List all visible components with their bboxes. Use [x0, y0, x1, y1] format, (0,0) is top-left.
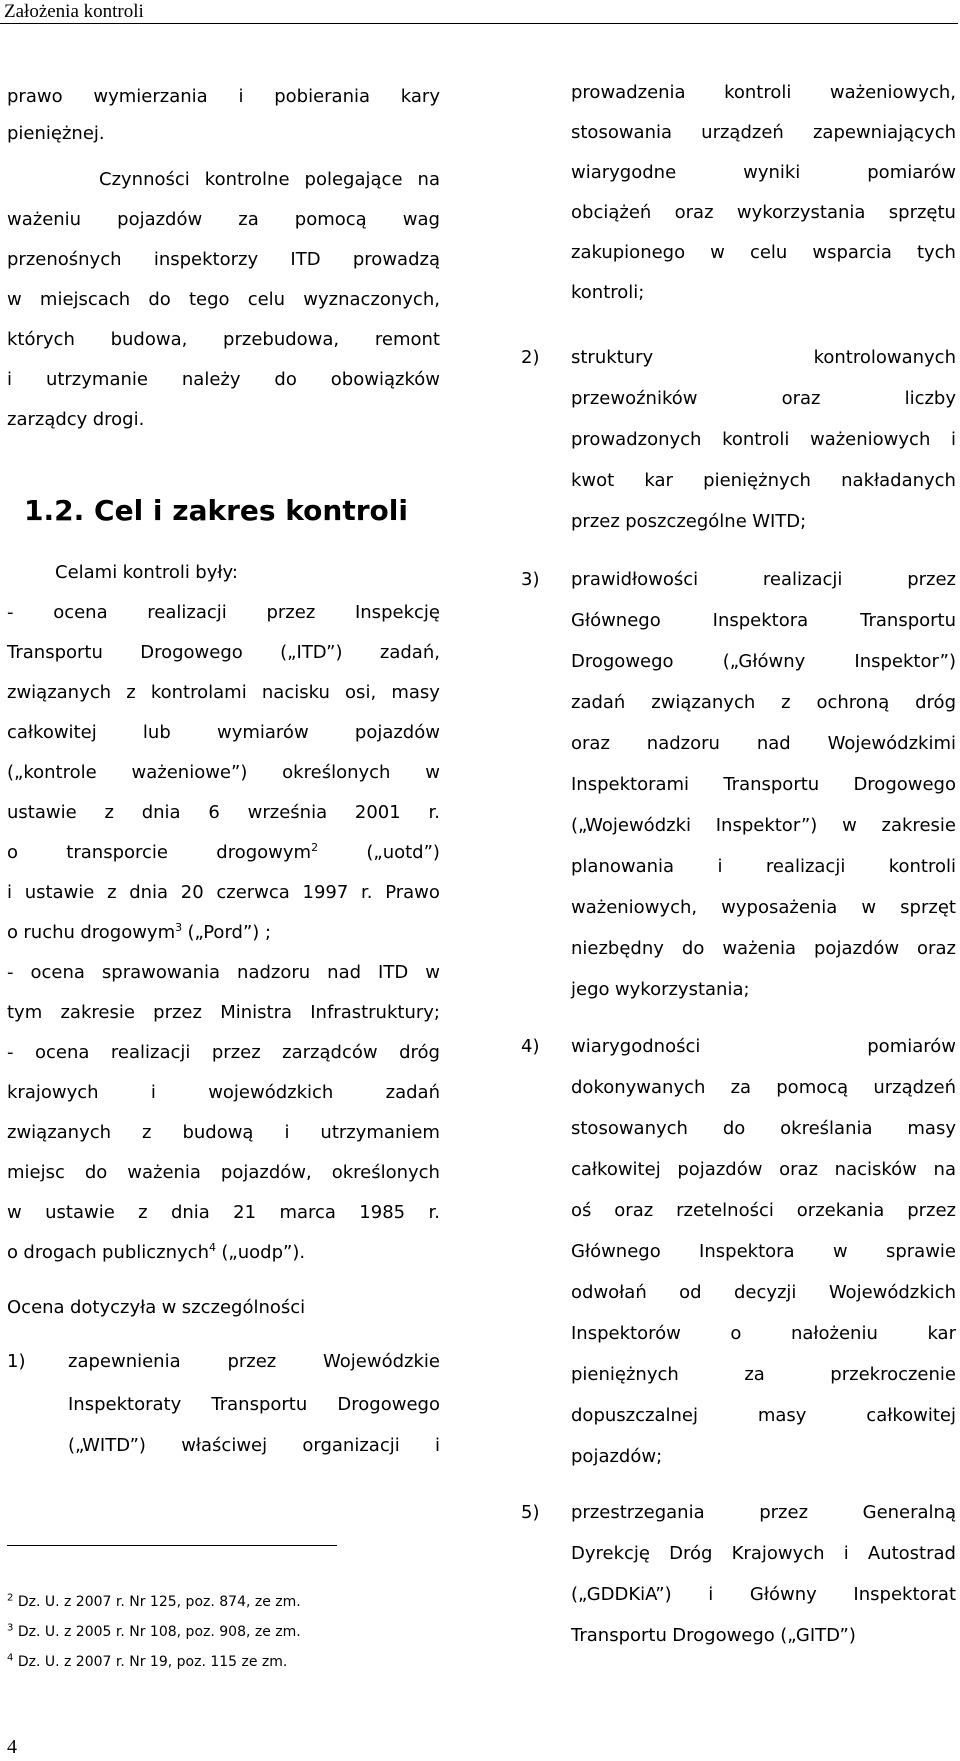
text-line: o drogach publicznych$^4$ („uodp”).	[7, 1241, 306, 1263]
text-line: krajowych i wojewódzkich zadań	[7, 1082, 440, 1103]
text-line: przenośnych inspektorzy ITD prowadzą	[7, 249, 440, 270]
text-line: Ocena dotyczyła w szczególności	[7, 1297, 306, 1318]
list-number: 5)	[521, 1502, 540, 1523]
text-line: związanych z kontrolami nacisku osi, masy	[7, 682, 440, 703]
text-line: stosowanych do określania masy	[571, 1118, 956, 1139]
text-line: przewoźników oraz liczby	[571, 388, 956, 409]
text-line: Głównego Inspektora Transportu	[571, 610, 956, 631]
text-line: Celami kontroli były:	[55, 562, 238, 583]
text-line: pieniężnej.	[7, 123, 105, 144]
text-line: planowania i realizacji kontroli	[571, 856, 956, 877]
text-line: Transportu Drogowego („ITD”) zadań,	[7, 642, 440, 663]
text-line: - ocena realizacji przez Inspekcję	[7, 602, 440, 623]
text-line: struktury kontrolowanych	[571, 347, 956, 368]
section-title: Cel i zakres kontroli	[94, 494, 408, 527]
text-line: przestrzegania przez Generalną	[571, 1502, 956, 1523]
text-line: odwołań od decyzji Wojewódzkich	[571, 1282, 956, 1303]
text-line: ustawie z dnia 6 września 2001 r.	[7, 802, 440, 823]
text-line: oś oraz rzetelności orzekania przez	[571, 1200, 956, 1221]
text-line: („Wojewódzki Inspektor”) w zakresie	[571, 815, 956, 836]
text-line: prowadzenia kontroli ważeniowych,	[571, 82, 956, 103]
text-line: związanych z budową i utrzymaniem	[7, 1122, 440, 1143]
footnote: $^3$ Dz. U. z 2005 r. Nr 108, poz. 908, ze zm.	[7, 1622, 301, 1640]
section-number: 1.2.	[24, 494, 85, 527]
text-line: („kontrole ważeniowe”) określonych w	[7, 762, 440, 783]
text-line: prawidłowości realizacji przez	[571, 569, 956, 590]
text-line: obciążeń oraz wykorzystania sprzętu	[571, 202, 956, 223]
text-line: Dyrekcję Dróg Krajowych i Autostrad	[571, 1543, 956, 1564]
text-line: w ustawie z dnia 21 marca 1985 r.	[7, 1202, 440, 1223]
text-line: miejsc do ważenia pojazdów, określonych	[7, 1162, 440, 1183]
text-line: („GDDKiA”) i Główny Inspektorat	[571, 1584, 956, 1605]
text-line: których budowa, przebudowa, remont	[7, 329, 440, 350]
text-line: Inspektorami Transportu Drogowego	[571, 774, 956, 795]
text-line: stosowania urządzeń zapewniających	[571, 122, 956, 143]
text-line: - ocena realizacji przez zarządców dróg	[7, 1042, 440, 1063]
text-line: kontroli;	[571, 282, 645, 303]
text-line: wiarygodności pomiarów	[571, 1036, 956, 1057]
text-line: Inspektorów o nałożeniu kar	[571, 1323, 956, 1344]
footnote-rule	[7, 1545, 337, 1546]
text-line: całkowitej lub wymiarów pojazdów	[7, 722, 440, 743]
text-line: ważeniu pojazdów za pomocą wag	[7, 209, 440, 230]
section-heading	[24, 493, 408, 529]
text-line: prowadzonych kontroli ważeniowych i	[571, 429, 956, 450]
footnote-ref: 4	[209, 1241, 216, 1254]
footnote: $^2$ Dz. U. z 2007 r. Nr 125, poz. 874, ze zm.	[7, 1592, 301, 1610]
text-line: wiarygodne wyniki pomiarów	[571, 162, 956, 183]
list-number: 4)	[521, 1036, 540, 1057]
text-line: pojazdów;	[571, 1446, 663, 1467]
text-line: zapewnienia przez Wojewódzkie	[68, 1351, 440, 1372]
text-line: Czynności kontrolne polegające na	[99, 169, 440, 190]
text-line: o ruchu drogowym$^3$ („Pord”) ;	[7, 921, 272, 943]
text-line: oraz nadzoru nad Wojewódzkimi	[571, 733, 956, 754]
footnote-ref: 2	[311, 841, 319, 854]
text-line: i ustawie z dnia 20 czerwca 1997 r. Prawo	[7, 882, 440, 903]
text-line: ważeniowych, wyposażenia w sprzęt	[571, 897, 956, 918]
text-line: Transportu Drogowego („GITD”)	[571, 1625, 856, 1646]
text-line: zarządcy drogi.	[7, 409, 145, 430]
text-line: dokonywanych za pomocą urządzeń	[571, 1077, 956, 1098]
list-number: 3)	[521, 569, 540, 590]
text-line: pieniężnych za przekroczenie	[571, 1364, 956, 1385]
page-header: Założenia kontroli	[0, 0, 958, 24]
text-line: zadań związanych z ochroną dróg	[571, 692, 956, 713]
text-line: w miejscach do tego celu wyznaczonych,	[7, 289, 440, 310]
text-line: o transporcie drogowym$^2$ („uotd”)	[7, 841, 440, 863]
text-line: całkowitej pojazdów oraz nacisków na	[571, 1159, 956, 1180]
list-number: 1)	[7, 1351, 26, 1372]
text-line: Drogowego („Główny Inspektor”)	[571, 651, 956, 672]
text-line: i utrzymanie należy do obowiązków	[7, 369, 440, 390]
text-line: kwot kar pieniężnych nakładanych	[571, 470, 956, 491]
text-line: dopuszczalnej masy całkowitej	[571, 1405, 956, 1426]
text-line: Inspektoraty Transportu Drogowego	[68, 1394, 440, 1415]
text-line: jego wykorzystania;	[571, 979, 750, 1000]
text-line: niezbędny do ważenia pojazdów oraz	[571, 938, 956, 959]
footnote-ref: 3	[175, 921, 183, 934]
page-number: 4	[7, 1736, 17, 1758]
text-line: Głównego Inspektora w sprawie	[571, 1241, 956, 1262]
list-number: 2)	[521, 347, 540, 368]
text-line: („WITD”) właściwej organizacji i	[68, 1435, 440, 1456]
footnote: $^4$ Dz. U. z 2007 r. Nr 19, poz. 115 ze zm.	[7, 1652, 288, 1670]
text-line: przez poszczególne WITD;	[571, 511, 807, 532]
text-line: - ocena sprawowania nadzoru nad ITD w	[7, 962, 440, 983]
text-line: zakupionego w celu wsparcia tych	[571, 242, 956, 263]
text-line: prawo wymierzania i pobierania kary	[7, 86, 440, 107]
text-line: tym zakresie przez Ministra Infrastruktury;	[7, 1002, 440, 1023]
